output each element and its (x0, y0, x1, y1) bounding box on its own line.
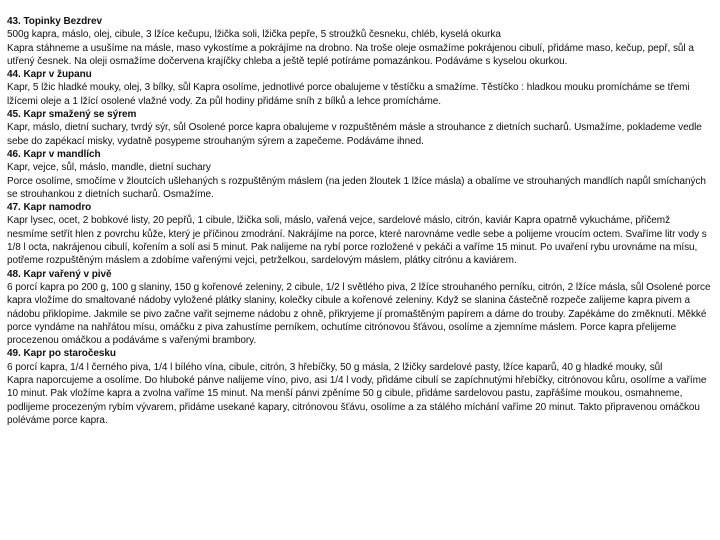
recipe-46 (7, 148, 713, 201)
recipe-text: 6 porcí kapra po 200 g, 100 g slaniny, 150 g kořenové zeleniny, 2 cibule, 1/2 l světlého piva, 2 lžíce strouhaného perníku, citrón, 2 lžíce másla, sůl Osolené porce kapra vložíme do smaltované nádoby vyložené plátky slaniny, kolečky cibule a kořenové zeleniny. Když se slanina částečně rozpeče zalijeme kapra pivem a nádobu přiklopíme. Jakmile se pivo začne vařit sejmeme nádobu z ohně, přikryjeme jí promaštěným papírem a dáme do trouby. Zapékáme do změknutí. Měkké porce vyndáme na nahřátou mísu, omáčku z piva zahustíme perníkem, ochutíme citrónovou šťávou, osolíme a zjemníme máslem. Porce kapra přelijeme procezenou omáčkou a podáváme s vařenými brambory. (7, 281, 711, 347)
recipe-title: 43. Topinky Bezdrev (7, 16, 103, 27)
recipe-48 (7, 268, 713, 348)
recipe-title: 45. Kapr smažený se sýrem (7, 109, 137, 121)
recipe-instructions: Kapra naporcujeme a osolíme. Do hluboké pánve nalijeme víno, pivo, asi 1/4 l vody, přidáme cibulí se zapíchnutými hřebíčky, citrónovou kůru, osolíme a vaříme 10 minut. Pak vložíme kapra a zvolna vaříme 15 minut. Na menší pánvi zpěníme 50 g cibule, přidáme sardelovou pastu, zapřášíme moukou, osmahneme, podlijeme procezeným rybím vývarem, přidáme usekané kapary, citrónovou šťávu, osolíme a za stálého míchání vaříme 20 minut. Takto připravenou omáčkou poléváme porce kapra. (7, 375, 707, 426)
recipe-text: Kapr, máslo, dietní suchary, tvrdý sýr, sůl Osolené porce kapra obalujeme v rozpuštěném másle a strouhance z dietních sucharů. Usmažíme, poklademe vedle sebe do zapékací misky, vydatně posypeme strouhaným sýrem a zapečeme. Podáváme ihned. (7, 122, 702, 147)
recipe-44 (7, 68, 713, 108)
recipe-instructions: Kapra stáhneme a usušíme na másle, maso vykostíme a pokrájíme na drobno. Na troše oleje osmažíme pokrájenou cibulí, přidáme maso, kečup, pepř, sůl a utřený česnek. Na oleji osmažíme dočervena krajíčky chleba a ještě teplé potíráme pomazánkou. Podáváme s kyselou okurkou. (7, 42, 694, 67)
recipe-49 (7, 347, 713, 427)
recipe-title: 48. Kapr vařený v pivě (7, 268, 112, 280)
recipe-title: 46. Kapr v mandlích (7, 148, 101, 160)
recipe-45 (7, 108, 713, 148)
recipe-title: 44. Kapr v županu (7, 69, 92, 81)
recipe-text: Kapr lysec, ocet, 2 bobkové listy, 20 pepřů, 1 cibule, lžička soli, máslo, vařená vejce, sardelové máslo, citrón, kaviár Kapra opatrně vykucháme, přičemž nesmíme setřít hlen z povrchu kůže, který je příčinou zmodrání. Nakrájíme na porce, které narovnáme vedle sebe a polijeme vroucím octem. Svaříme litr vody s 1/8 l octa, nakrájenou cibulí, kořením a solí asi 5 minut. Pak nalijeme na rybí porce rozložené v pekáči a vaříme 15 minut. Po uvaření rybu urovnáme na mísu, potřeme rozpuštěným máslem a zdobíme vařenými vejci, petrželkou, sardelovým máslem, plátky citrónu a kaviárem. (7, 215, 707, 267)
recipe-title: 49. Kapr po staročesku (7, 348, 116, 360)
recipe-ingredients: Kapr, vejce, sůl, máslo, mandle, dietní suchary (7, 162, 211, 174)
recipe-title: 47. Kapr namodro (7, 202, 92, 214)
recipe-document (7, 15, 713, 427)
recipe-47 (7, 201, 713, 267)
recipe-43 (7, 15, 713, 68)
recipe-ingredients: 6 porcí kapra, 1/4 l černého piva, 1/4 l bílého vína, cibule, citrón, 3 hřebíčky, 50 g másla, 2 lžičky sardelové pasty, lžíce kaparů, 40 g hladké mouky, sůl (7, 361, 663, 373)
recipe-text: Kapr, 5 lžic hladké mouky, olej, 3 bílky, sůl Kapra osolíme, jednotlivé porce obalujeme v těstíčku a smažíme. Těstíčko : hladkou mouku promícháme se třemi lžícemi oleje a 1 lžící osolené vlažné vody. Za půl hodiny přidáme sníh z bílků a lehce promícháme. (7, 82, 690, 107)
recipe-instructions: Porce osolíme, smočíme v žloutcích ušlehaných s rozpuštěným máslem (na jeden žloutek 1 lžíce másla) a obalíme ve strouhaných mandlích napůl smíchaných se strouhankou z dietních sucharů. Osmažíme. (7, 175, 706, 200)
recipe-ingredients: 500g kapra, máslo, olej, cibule, 3 lžíce kečupu, lžička soli, lžička pepře, 5 stroužků česneku, chléb, kyselá okurka (7, 29, 501, 41)
